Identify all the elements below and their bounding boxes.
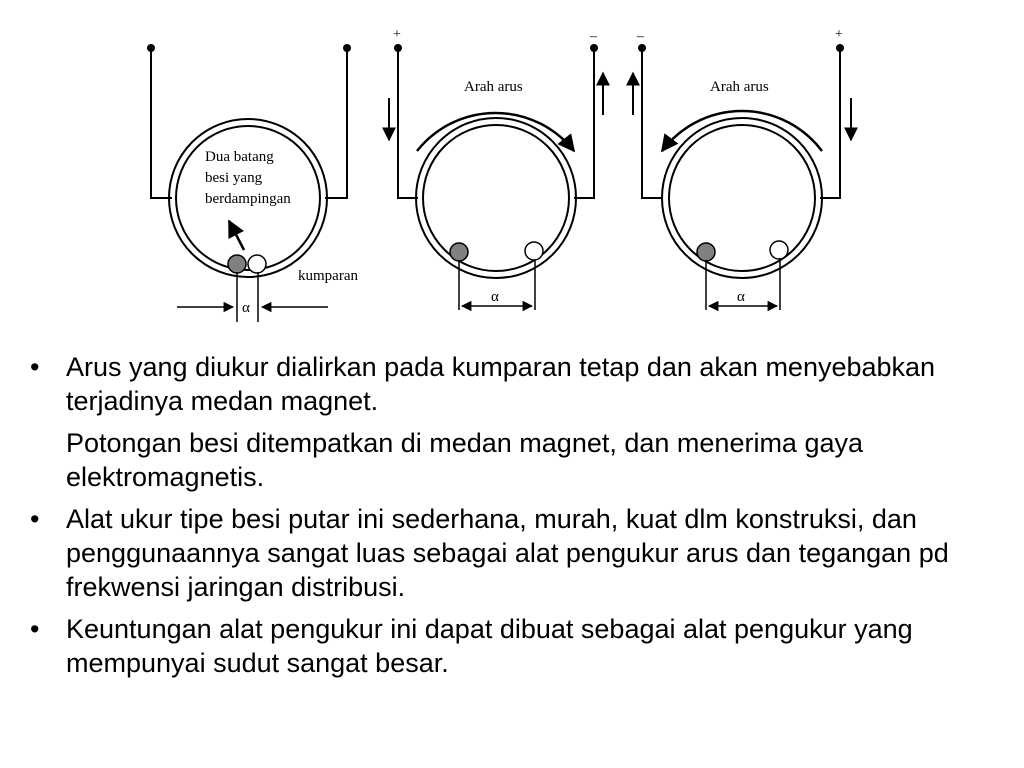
fixed-iron [697, 243, 715, 261]
coil-lead-left [398, 48, 418, 198]
bullet-marker: • [30, 614, 40, 644]
moving-iron [248, 255, 266, 273]
current-direction-label: Arah arus [710, 79, 769, 95]
bullet-text: Keuntungan alat pengukur ini dapat dibuat sebagai alat pengukur yang mempunyai sudut sangat besar. [66, 614, 913, 678]
fixed-iron [450, 243, 468, 261]
iron-label-line-2: besi yang [205, 170, 263, 186]
panel-side-by-side-irons [147, 44, 358, 322]
iron-label-line-1: Dua batang [205, 149, 274, 165]
coil-lead-right [574, 48, 594, 198]
terminal-minus-sign: – [637, 29, 644, 44]
bullet-item [0, 612, 1024, 680]
coil-lead-left [151, 48, 172, 198]
terminal-minus-sign: – [590, 29, 597, 44]
bullet-text: Alat ukur tipe besi putar ini sederhana, murah, kuat dlm konstruksi, dan penggunaannya sangat luas sebagai alat pengukur arus dan tegangan pd frekwensi jaringan distribusi. [66, 504, 949, 602]
coil-inner [669, 125, 815, 271]
bullet-marker: • [30, 504, 40, 534]
iron-label-line-3: berdampingan [205, 191, 291, 207]
fixed-iron [228, 255, 246, 273]
alpha-label: α [737, 289, 745, 305]
alpha-label: α [491, 289, 499, 305]
bullet-item [0, 350, 1024, 494]
coil-label: kumparan [298, 268, 358, 284]
current-direction-arc [662, 111, 822, 151]
coil-outer [416, 118, 576, 278]
terminal-plus-sign: + [393, 27, 401, 42]
coil-lead-right [820, 48, 840, 198]
moving-iron [770, 241, 788, 259]
bullet-marker: • [30, 352, 40, 382]
moving-iron-diagram [0, 0, 1024, 330]
panel-current-clockwise [389, 27, 603, 310]
coil-lead-left [642, 48, 662, 198]
panel-current-counterclockwise [633, 27, 851, 310]
label-pointer-arrow [229, 221, 244, 250]
coil-outer [662, 118, 822, 278]
moving-iron [525, 242, 543, 260]
bullet-list [0, 350, 1024, 688]
terminal-plus-sign: + [835, 27, 843, 42]
alpha-label: α [242, 300, 250, 316]
bullet-text: Arus yang diukur dialirkan pada kumparan tetap dan akan menyebabkan terjadinya medan magnet. [66, 352, 936, 416]
coil-lead-right [325, 48, 347, 198]
coil-inner [423, 125, 569, 271]
bullet-text-continuation: Potongan besi ditempatkan di medan magnet, dan menerima gaya elektromagnetis. [66, 428, 864, 492]
current-direction-label: Arah arus [464, 79, 523, 95]
bullet-item [0, 502, 1024, 604]
